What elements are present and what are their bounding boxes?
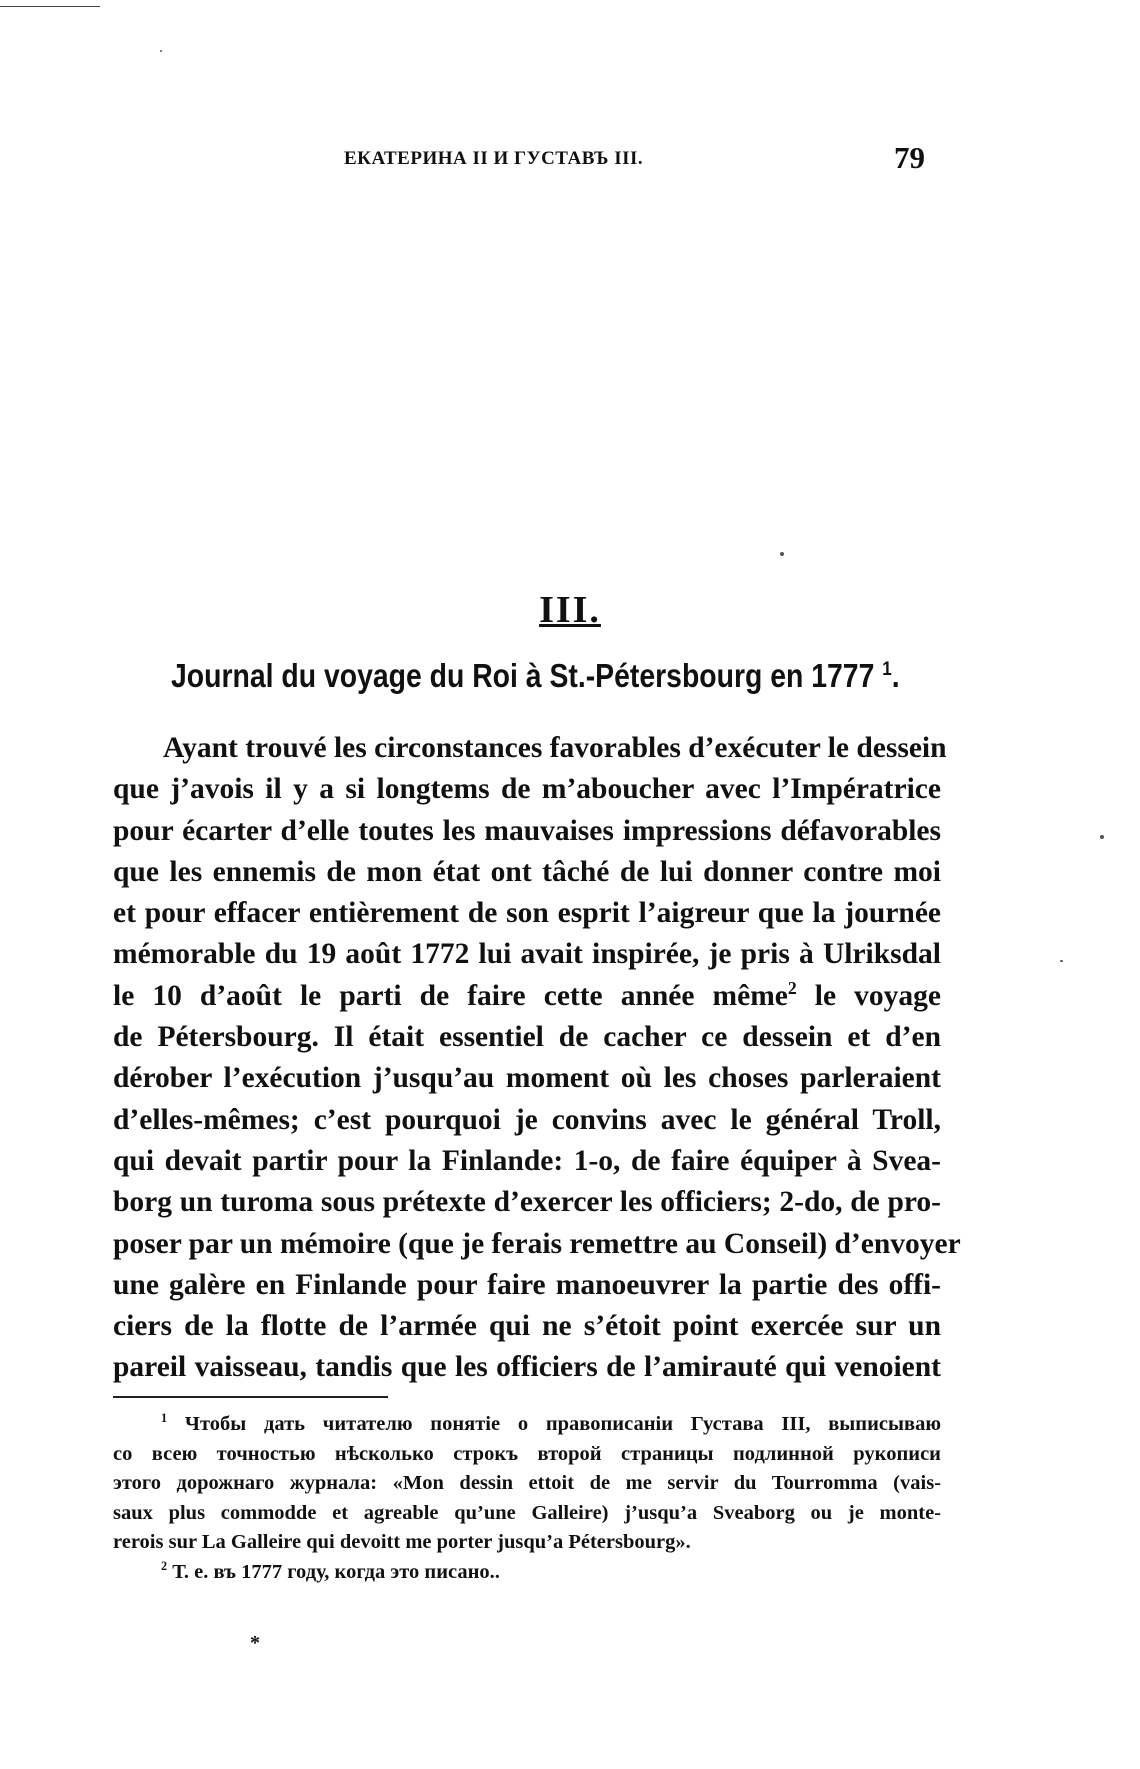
body-line: dérober l’exécution j’usqu’au moment où les choses parleraient <box>113 1062 941 1095</box>
body-line: qui devait partir pour la Finlande: 1-o, de faire équiper à Svea- <box>113 1144 941 1177</box>
body-line: Ayant trouvé les circonstances favorables d’exécuter le dessein <box>163 732 947 764</box>
body-text <box>113 728 961 1389</box>
title-footnote-ref: 1 <box>882 658 892 680</box>
print-speck <box>1060 960 1063 962</box>
body-line: borg un turoma sous prétexte d’exercer les officiers; 2-do, de pro- <box>113 1186 941 1219</box>
print-speck <box>1100 835 1104 839</box>
body-line-with-note <box>113 976 941 1017</box>
footnote-rule <box>113 1396 388 1398</box>
top-edge-rule <box>0 6 100 7</box>
body-line-head: le 10 d’août le parti de faire cette année même <box>113 979 788 1012</box>
footnote-1-marker: 1 <box>161 1411 168 1426</box>
body-line: une galère en Finlande pour faire manoeuvrer la partie des offi- <box>113 1268 941 1301</box>
section-number: III. <box>539 589 601 631</box>
print-speck <box>160 50 162 52</box>
footnote-1-line: этого дорожнаго журнала: «Mon dessin ettoit de me servir du Tourromma (vais- <box>113 1472 941 1494</box>
print-speck <box>780 552 784 556</box>
body-line: que j’avois il y a si longtems de m’aboucher avec l’Impératrice <box>113 773 941 806</box>
body-footnote-ref: 2 <box>787 977 797 998</box>
footnote-1-line: $^1$ Чтобы дать читателю понятіе о правописаніи Густава III, выписываю <box>161 1411 941 1435</box>
body-line: de Pétersbourg. Il était essentiel de cacher ce dessein et d’en <box>113 1021 941 1054</box>
body-line: pareil vaisseau, tandis que les officiers de l’amirauté qui venoient <box>113 1351 941 1384</box>
ornament-star: * <box>250 1632 260 1654</box>
body-line: et pour effacer entièrement de son esprit l’aigreur que la journée <box>113 897 941 930</box>
body-line: que les ennemis de mon état ont tâché de lui donner contre moi <box>113 855 941 888</box>
page-number: 79 <box>894 140 925 175</box>
footnote-1-line: со всею точностью нѣсколько строкъ второй страницы подлинной рукописи <box>113 1442 941 1465</box>
footnote-2-marker: 2 <box>161 1558 168 1573</box>
footnotes <box>113 1410 941 1587</box>
section-title: Journal du voyage du Roi à St.-Pétersbourg en 1777 $^1$. <box>171 657 900 694</box>
body-line-tail: le voyage <box>814 979 941 1012</box>
running-head: ЕКАТЕРИНА II И ГУСТАВЪ III. <box>344 148 644 169</box>
footnote-1-line: rerois sur La Galleire qui devoitt me porter jusqu’a Pétersbourg». <box>113 1531 691 1553</box>
body-line: pour écarter d’elle toutes les mauvaises impressions défavorables <box>113 814 941 847</box>
section-title-text: Journal du voyage du Roi à St.-Pétersbourg en 1777 <box>171 657 875 694</box>
footnote-1-line: saux plus commodde et agreable qu’une Galleire) j’usqu’a Sveaborg ou je monte- <box>113 1501 941 1524</box>
body-line: ciers de la flotte de l’armée qui ne s’étoit point exercée sur un <box>113 1310 941 1343</box>
body-line: poser par un mémoire (que je ferais remettre au Conseil) d’envoyer <box>113 1227 961 1260</box>
body-line: mémorable du 19 août 1772 lui avait inspirée, je pris à Ulriksdal <box>113 938 941 971</box>
footnote-2-line: $^2$ Т. е. въ 1777 году, когда это писано.. <box>161 1558 500 1583</box>
body-line: d’elles-mêmes; c’est pourquoi je convins avec le général Troll, <box>113 1103 941 1136</box>
